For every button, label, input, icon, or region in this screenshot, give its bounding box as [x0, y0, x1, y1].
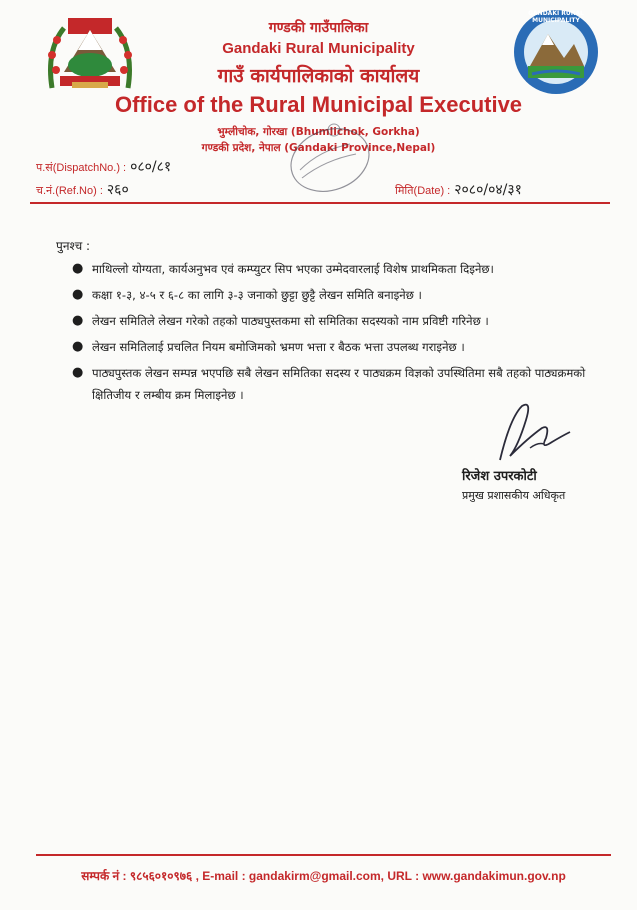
signatory-name: रिजेश उपरकोटी	[462, 469, 537, 484]
list-item-text: पाठ्यपुस्तक लेखन सम्पन्न भएपछि सबै लेखन समितिका सदस्य र पाठ्यक्रम विज्ञको उपस्थितिमा सबै तहको पाठ्यक्रमको क्षितिजीय र लम्बीय क्रम मिलाइनेछ ।	[92, 366, 586, 402]
bullet-icon: ●	[72, 313, 84, 328]
list-item	[66, 336, 606, 358]
ref-value: २६०	[106, 182, 129, 198]
header-divider	[30, 202, 610, 204]
address-line-1: भुम्लीचोक, गोरखा (Bhumlichok, Gorkha)	[217, 126, 420, 138]
footer-divider	[36, 854, 611, 856]
municipality-name-english: Gandaki Rural Municipality	[222, 40, 415, 57]
list-item	[66, 284, 606, 306]
address-line-2: गण्डकी प्रदेश, नेपाल (Gandaki Province,Nepal)	[201, 142, 436, 154]
ref-label: च.नं.(Ref.No) :	[36, 185, 103, 197]
handwritten-signature	[480, 398, 580, 468]
list-item-text: माथिल्लो योग्यता, कार्यअनुभव एवं कम्प्युटर सिप भएका उम्मेदवारलाई विशेष प्राथमिकता दिइनेछ।	[92, 262, 494, 276]
letterhead	[0, 0, 637, 205]
date-label: मिति(Date) :	[395, 185, 451, 197]
reference-number	[36, 180, 129, 199]
signatory-title: प्रमुख प्रशासकीय अधिकृत	[462, 489, 566, 502]
office-name-english: Office of the Rural Municipal Executive	[114, 92, 523, 117]
bullet-icon: ●	[72, 287, 84, 302]
list-item	[66, 310, 606, 332]
dispatch-number	[36, 157, 171, 176]
contact-footer: सम्पर्क नं : ९८५६०१०९७६ , E-mail : gandakirm@gmail.com, URL : www.gandakimun.gov.np	[81, 869, 566, 883]
office-name-nepali: गाउँ कार्यपालिकाको कार्यालय	[217, 65, 420, 87]
postscript-list	[66, 258, 606, 410]
logo-ring-text: GANDAKI RURAL MUNICIPALITY	[528, 10, 584, 24]
list-item-text: कक्षा १-३, ४-५ र ६-८ का लागि ३-३ जनाको छुट्टा छुट्टै लेखन समिति बनाइनेछ ।	[92, 288, 422, 302]
letter-date	[395, 180, 522, 199]
bullet-icon: ●	[72, 261, 84, 276]
municipality-name-nepali: गण्डकी गाउँपालिका	[268, 20, 369, 36]
date-value: २०८०/०४/३१	[454, 182, 522, 198]
bullet-icon: ●	[72, 365, 84, 380]
dispatch-label: प.सं(DispatchNo.) :	[36, 162, 127, 174]
dispatch-value: ०८०/८१	[130, 159, 172, 175]
bullet-icon: ●	[72, 339, 84, 354]
postscript-title: पुनश्च :	[56, 239, 91, 253]
list-item	[66, 258, 606, 280]
list-item-text: लेखन समितिले लेखन गरेको तहको पाठ्यपुस्तकमा सो समितिका सदस्यको नाम प्रविष्टी गरिनेछ ।	[92, 314, 489, 328]
office-stamp	[270, 110, 380, 200]
list-item-text: लेखन समितिलाई प्रचलित नियम बमोजिमको भ्रमण भत्ता र बैठक भत्ता उपलब्ध गराइनेछ ।	[92, 340, 465, 354]
